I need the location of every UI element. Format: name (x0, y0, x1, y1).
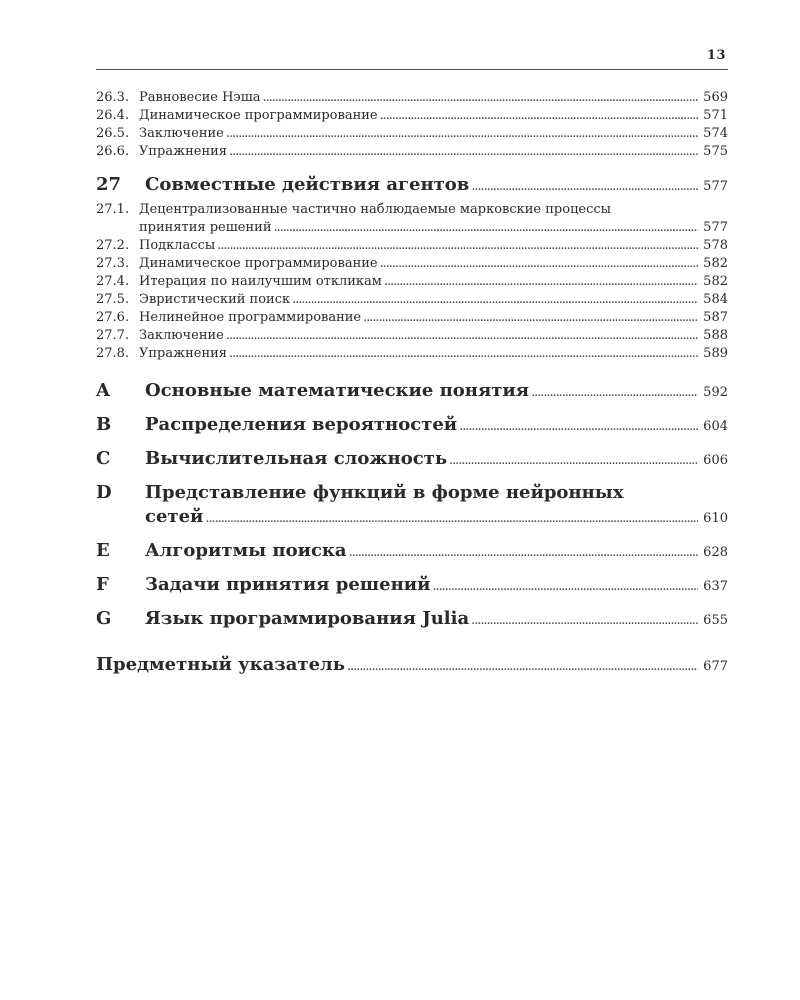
appendix-letter: C (96, 448, 111, 469)
dot-leader (347, 655, 698, 679)
dot-leader (229, 143, 698, 161)
dot-leader (363, 309, 698, 327)
appendix-letter: E (96, 540, 110, 561)
dot-leader (226, 125, 698, 143)
entry-title: Эвристический поиск (139, 292, 291, 307)
entry-page: 587 (703, 310, 728, 325)
dot-leader (349, 541, 698, 565)
dot-leader (217, 237, 698, 255)
toc-entry-27-6[interactable] (96, 309, 728, 327)
entry-number: 27.6. (96, 310, 130, 325)
appendix-title: Язык программирования Julia (145, 608, 470, 629)
toc-entry-27-5[interactable] (96, 291, 728, 309)
dot-leader (205, 507, 698, 531)
chapter-number: 27 (96, 174, 122, 195)
chapter-title: Совместные действия агентов (145, 174, 470, 195)
entry-page: 582 (703, 256, 728, 271)
chapter-page: 577 (703, 179, 728, 194)
entry-number: 27.1. (96, 202, 130, 217)
entry-number: 26.4. (96, 108, 130, 123)
toc-entry-26-4[interactable] (96, 107, 728, 125)
entry-number: 27.3. (96, 256, 130, 271)
toc-entry-26-5[interactable] (96, 125, 728, 143)
toc-entry-27-8[interactable] (96, 345, 728, 363)
toc-appendix-f[interactable] (96, 573, 728, 599)
entry-title-line1: Децентрализованные частично наблюдаемые марковские процессы (139, 202, 612, 217)
entry-page: 582 (703, 274, 728, 289)
toc-entry-26-6[interactable] (96, 143, 728, 161)
appendix-letter: F (96, 574, 109, 595)
toc-entry-27-7[interactable] (96, 327, 728, 345)
entry-title: Динамическое программирование (139, 108, 378, 123)
appendix-page: 592 (703, 385, 728, 400)
entry-number: 26.3. (96, 90, 130, 105)
dot-leader (226, 327, 698, 345)
appendix-letter: B (96, 414, 112, 435)
entry-page: 574 (703, 126, 728, 141)
header-rule (96, 69, 728, 70)
dot-leader (292, 291, 698, 309)
table-of-contents (96, 89, 728, 679)
entry-title: Динамическое программирование (139, 256, 378, 271)
toc-entry-27-4[interactable] (96, 273, 728, 291)
entry-title: Заключение (139, 328, 224, 343)
entry-page: 569 (703, 90, 728, 105)
dot-leader (229, 345, 698, 363)
entry-title: Подклассы (139, 238, 216, 253)
toc-appendix-g[interactable] (96, 607, 728, 633)
appendix-page: 606 (703, 453, 728, 468)
dot-leader (471, 609, 698, 633)
entry-page: 578 (703, 238, 728, 253)
appendix-letter: G (96, 608, 112, 629)
dot-leader (263, 89, 698, 107)
appendix-page: 604 (703, 419, 728, 434)
toc-appendix-b[interactable] (96, 413, 728, 439)
appendix-title: Задачи принятия решений (145, 574, 431, 595)
toc-entry-27-3[interactable] (96, 255, 728, 273)
dot-leader (459, 415, 698, 439)
entry-number: 26.6. (96, 144, 130, 159)
entry-number: 27.4. (96, 274, 130, 289)
appendix-page: 637 (703, 579, 728, 594)
entry-page: 584 (703, 292, 728, 307)
dot-leader (432, 575, 698, 599)
entry-title: Нелинейное программирование (139, 310, 362, 325)
entry-title: Заключение (139, 126, 224, 141)
page-number: 13 (706, 48, 726, 63)
entry-title-line2: принятия решений (139, 220, 272, 235)
dot-leader (449, 449, 698, 473)
dot-leader (384, 273, 698, 291)
toc-appendix-d[interactable] (96, 481, 728, 531)
appendix-title-line2: сетей (145, 506, 204, 527)
entry-page: 577 (703, 220, 728, 235)
appendix-page: 655 (703, 613, 728, 628)
dot-leader (274, 219, 699, 237)
appendix-letter: A (96, 380, 110, 401)
entry-title: Упражнения (139, 346, 227, 361)
entry-number: 27.5. (96, 292, 130, 307)
appendix-page: 610 (703, 511, 728, 526)
appendix-title: Алгоритмы поиска (145, 540, 347, 561)
appendix-title: Вычислительная сложность (145, 448, 448, 469)
appendix-title: Основные математические понятия (145, 380, 530, 401)
dot-leader (380, 107, 698, 125)
appendix-page: 628 (703, 545, 728, 560)
entry-page: 588 (703, 328, 728, 343)
appendix-letter: D (96, 482, 112, 503)
toc-index[interactable] (96, 653, 728, 679)
toc-appendix-c[interactable] (96, 447, 728, 473)
entry-page: 589 (703, 346, 728, 361)
toc-entry-27-2[interactable] (96, 237, 728, 255)
dot-leader (380, 255, 698, 273)
entry-page: 571 (703, 108, 728, 123)
index-title: Предметный указатель (96, 654, 345, 675)
appendix-title-line1: Представление функций в форме нейронных (145, 482, 624, 503)
dot-leader (471, 175, 698, 199)
appendix-title: Распределения вероятностей (145, 414, 458, 435)
entry-number: 27.2. (96, 238, 130, 253)
entry-number: 26.5. (96, 126, 130, 141)
toc-entry-27-1[interactable] (96, 201, 728, 237)
entry-title: Итерация по наилучшим откликам (139, 274, 382, 289)
entry-title: Равновесие Нэша (139, 90, 261, 105)
toc-chapter-27[interactable] (96, 173, 728, 199)
entry-page: 575 (703, 144, 728, 159)
index-page: 677 (703, 659, 728, 674)
toc-entry-26-3[interactable] (96, 89, 728, 107)
dot-leader (531, 381, 698, 405)
toc-appendix-a[interactable] (96, 379, 728, 405)
entry-number: 27.7. (96, 328, 130, 343)
entry-title: Упражнения (139, 144, 227, 159)
entry-number: 27.8. (96, 346, 130, 361)
toc-appendix-e[interactable] (96, 539, 728, 565)
